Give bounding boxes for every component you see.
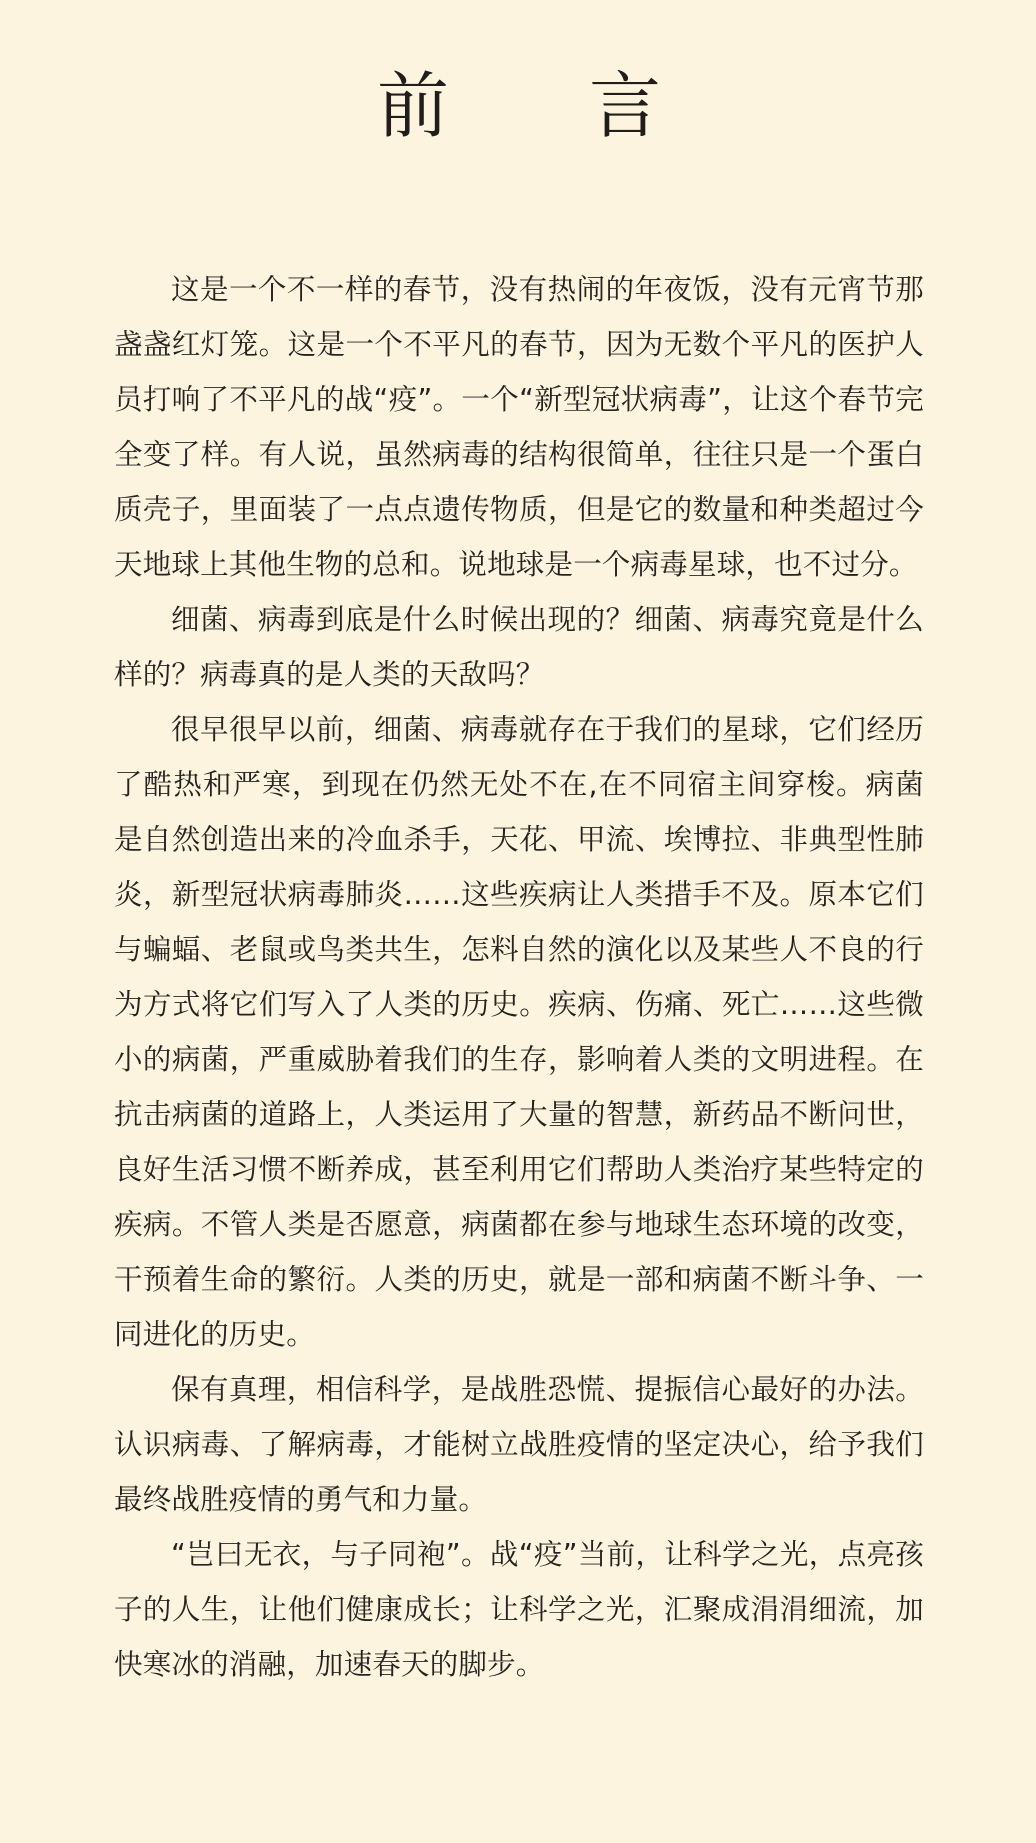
paragraph-5: “岂曰无衣，与子同袍”。战“疫”当前，让科学之光，点亮孩子的人生，让他们健康成长；让科学之光，汇聚成涓涓细流，加快寒冰的消融，加速春天的脚步。 xyxy=(114,1538,924,1681)
paragraph-2: 细菌、病毒到底是什么时候出现的？细菌、病毒究竟是什么样的？病毒真的是人类的天敌吗？ xyxy=(114,603,924,691)
paragraph-1: 这是一个不一样的春节，没有热闹的年夜饭，没有元宵节那盏盏红灯笼。这是一个不平凡的春节，因为无数个平凡的医护人员打响了不平凡的战“疫”。一个“新型冠状病毒”，让这个春节完全变了样。有人说，虽然病毒的结构很简单，往往只是一个蛋白质壳子，里面装了一点点遗传物质，但是它的数量和种类超过今天地球上其他生物的总和。说地球是一个病毒星球，也不过分。 xyxy=(114,273,924,581)
paragraph-3: 很早很早以前，细菌、病毒就存在于我们的星球，它们经历了酷热和严寒，到现在仍然无处不在,在不同宿主间穿梭。病菌是自然创造出来的冷血杀手，天花、甲流、埃博拉、非典型性肺炎，新型冠状病毒肺炎……这些疾病让人类措手不及。原本它们与蝙蝠、老鼠或鸟类共生，怎料自然的演化以及某些人不良的行为方式将它们写入了人类的历史。疾病、伤痛、死亡……这些微小的病菌，严重威胁着我们的生存，影响着人类的文明进程。在抗击病菌的道路上，人类运用了大量的智慧，新药品不断问世，良好生活习惯不断养成，甚至利用它们帮助人类治疗某些特定的疾病。不管人类是否愿意，病菌都在参与地球生态环境的改变，干预着生命的繁衍。人类的历史，就是一部和病菌不断斗争、一同进化的历史。 xyxy=(114,713,924,1351)
paragraph-4: 保有真理，相信科学，是战胜恐慌、提振信心最好的办法。认识病毒、了解病毒，才能树立战胜疫情的坚定决心，给予我们最终战胜疫情的勇气和力量。 xyxy=(114,1373,924,1516)
page-title xyxy=(114,64,924,148)
title-char-yan: 言 xyxy=(589,64,662,148)
title-char-qian: 前 xyxy=(376,64,449,148)
preface-body xyxy=(114,262,924,1692)
